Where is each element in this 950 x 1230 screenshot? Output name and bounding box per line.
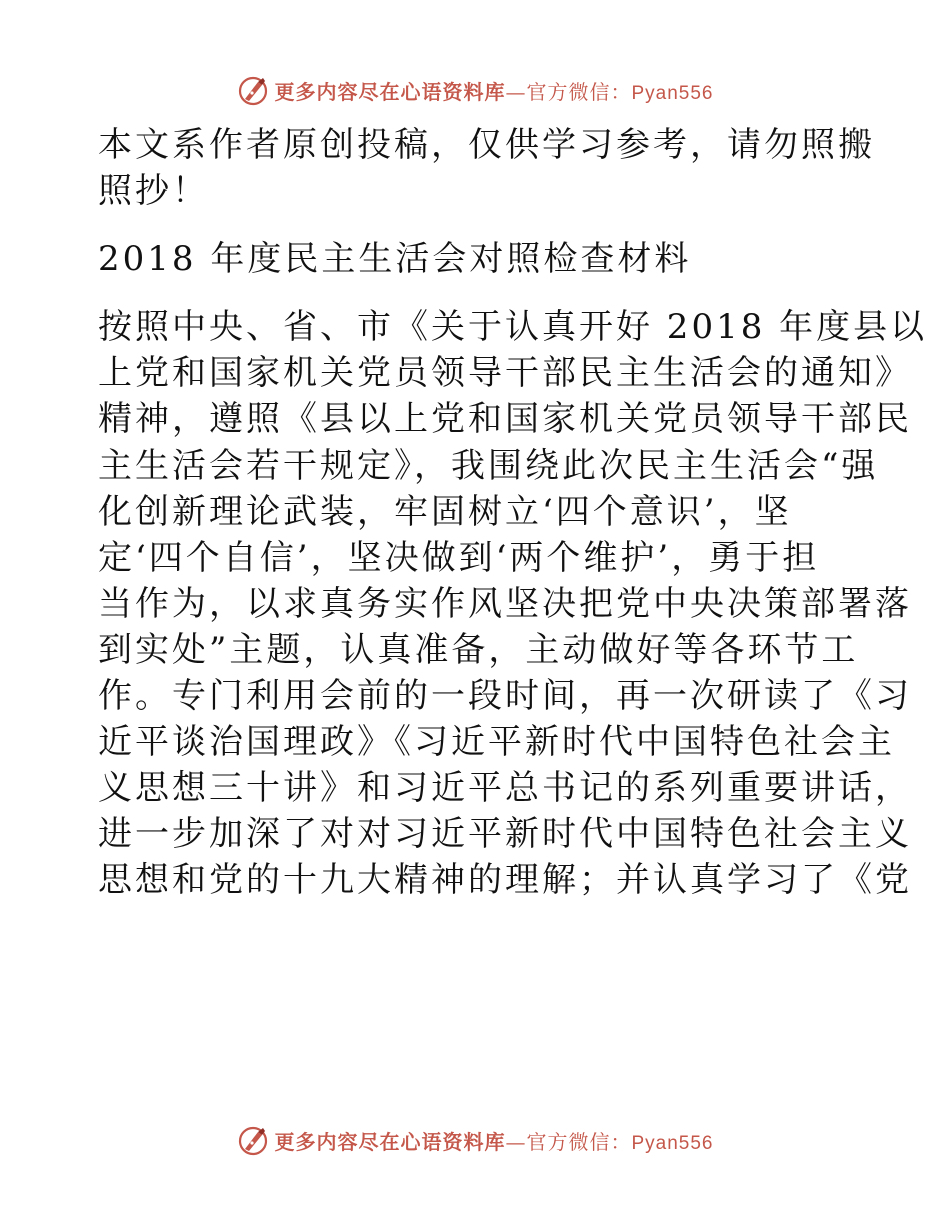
watermark-text [274,1126,713,1155]
watermark-official: 官方微信： [526,1129,632,1154]
body-line: 按照中央、省、市《关于认真开好 2018 年度县以 [98,307,928,348]
title-line: 2018 年度民主生活会对照检查材料 [98,239,692,280]
notice-line: 本文系作者原创投稿，仅供学习参考，请勿照搬 [98,125,875,165]
body-line: 近平谈治国理政》《习近平新时代中国特色社会主 [98,722,895,763]
watermark-dash: — [505,1129,527,1154]
body-line: 到实处”主题，认真准备，主动做好等各环节工 [98,629,859,670]
footer-watermark [0,1120,950,1160]
header-watermark [0,70,950,110]
watermark-official: 官方微信： [526,79,632,104]
watermark-prefix: 更多内容尽在心语资料库 [274,1129,506,1154]
watermark-dash: — [505,79,527,104]
body-line: 主生活会若干规定》，我围绕此次民主生活会“强 [98,445,879,486]
body-line: 进一步加深了对对习近平新时代中国特色社会主义 [98,814,912,855]
watermark-prefix: 更多内容尽在心语资料库 [274,79,506,104]
watermark-account: Pyan556 [631,1132,714,1154]
pen-nib-circle-icon [236,1123,270,1157]
body-line: 定‘四个自信’，坚决做到‘两个维护’，勇于担 [98,537,820,578]
watermark-account: Pyan556 [631,82,714,104]
body-line: 化创新理论武装，牢固树立‘四个意识’，坚 [98,491,792,532]
body-line: 当作为，以求真务实作风坚决把党中央决策部署落 [98,583,912,624]
pen-nib-circle-icon [236,73,270,107]
body-paragraph [98,304,928,903]
notice-line: 照抄！ [98,171,209,212]
watermark-text [274,76,713,105]
body-line: 作。专门利用会前的一段时间，再一次研读了《习 [98,676,912,717]
body-line: 上党和国家机关党员领导干部民主生活会的通知》 [98,353,912,394]
notice-paragraph [98,122,875,214]
body-line: 思想和党的十九大精神的理解；并认真学习了《党 [98,860,912,901]
body-line: 精神，遵照《县以上党和国家机关党员领导干部民 [98,399,912,440]
body-line: 义思想三十讲》和习近平总书记的系列重要讲话， [98,768,912,809]
document-title [98,236,850,282]
document-body [98,122,928,904]
